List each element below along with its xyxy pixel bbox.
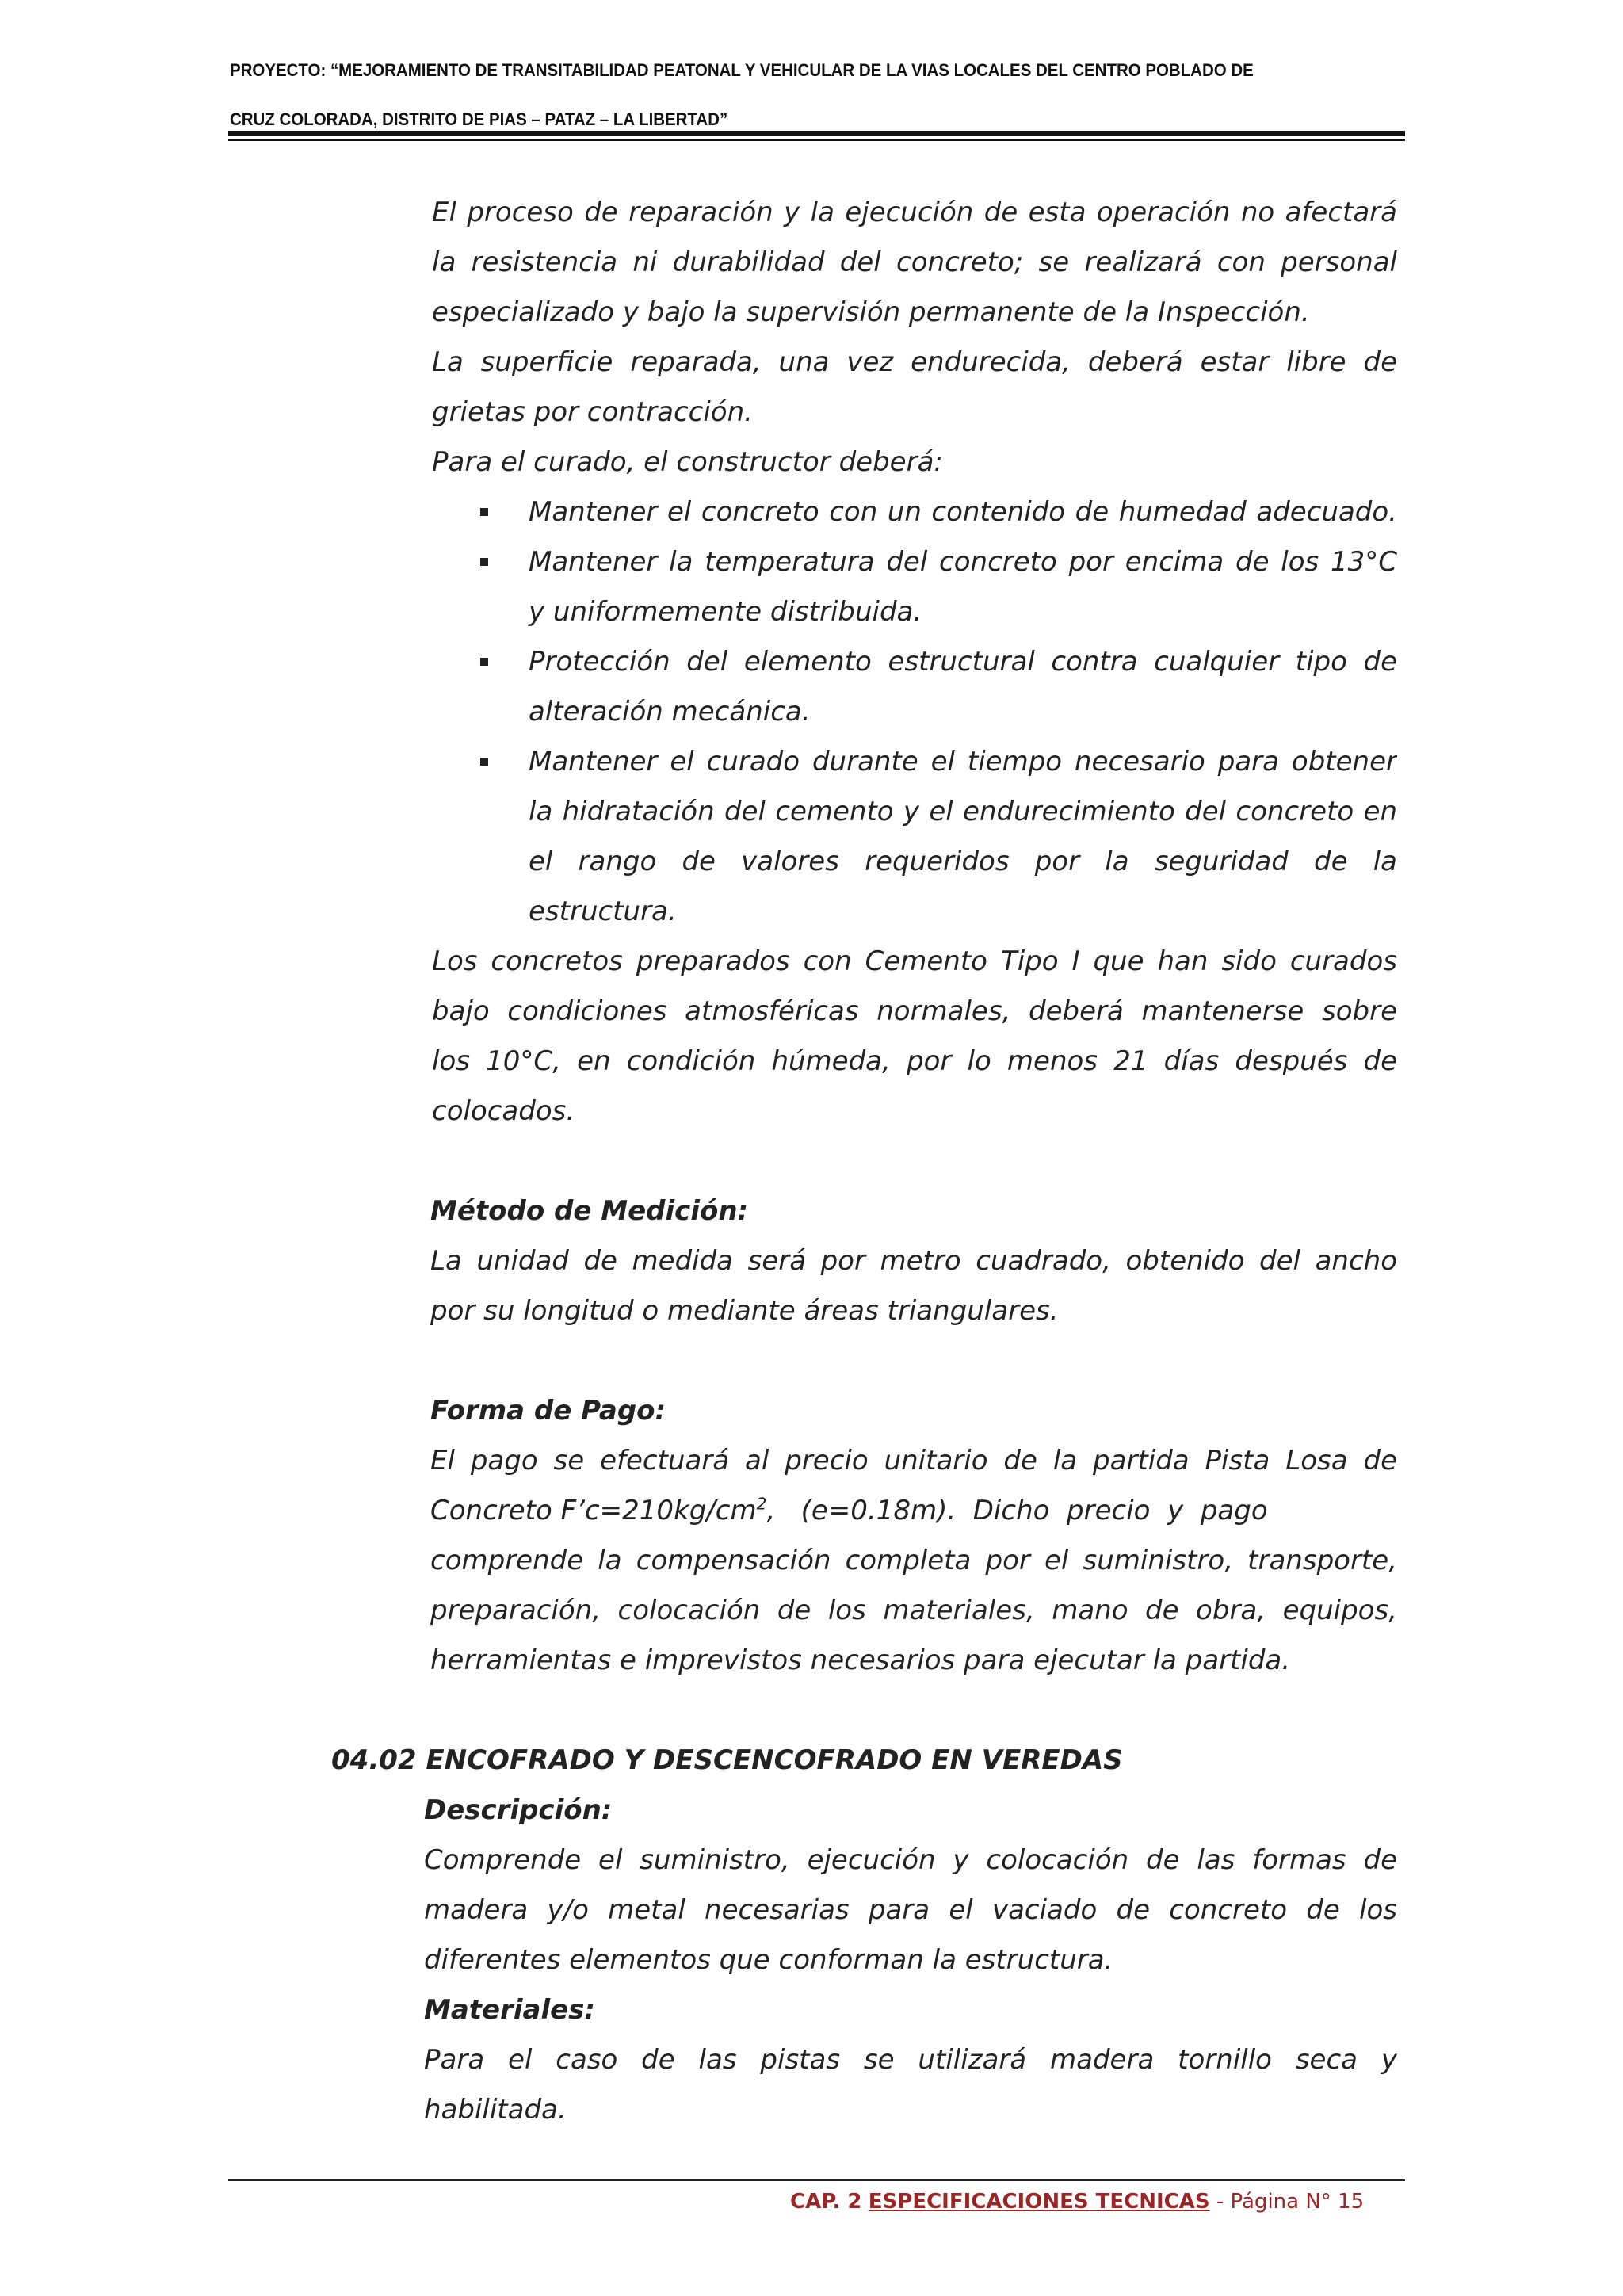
bullet-line: Protección del elemento estructural contra cualquier tipo de: [529, 646, 1397, 678]
paragraph-line: la resistencia ni durabilidad del concreto; se realizará con personal: [432, 246, 1397, 278]
bullet-line: y uniformemente distribuida.: [529, 596, 922, 628]
header-rule-thick: [228, 131, 1405, 136]
paragraph-line: bajo condiciones atmosféricas normales, deberá mantenerse sobre: [432, 995, 1397, 1027]
header-rule-thin: [228, 139, 1405, 141]
paragraph-line: preparación, colocación de los materiales, mano de obra, equipos,: [430, 1595, 1397, 1626]
bullet-line: el rango de valores requeridos por la seguridad de la: [529, 846, 1397, 877]
footer-chapter-link[interactable]: ESPECIFICACIONES TECNICAS: [868, 2190, 1210, 2214]
bullet-icon: [480, 658, 488, 666]
section-subheading-descripcion: Descripción:: [424, 1794, 613, 1826]
bullet-line: estructura.: [529, 896, 677, 927]
paragraph-line: grietas por contracción.: [432, 396, 753, 428]
bullet-line: alteración mecánica.: [529, 696, 811, 728]
paragraph-line: herramientas e imprevistos necesarios para ejecutar la partida.: [430, 1645, 1291, 1676]
superscript: 2: [756, 1494, 767, 1514]
paragraph-line: especializado y bajo la supervisión permanente de la Inspección.: [432, 296, 1310, 328]
paragraph-line: comprende la compensación completa por el suministro, transporte,: [430, 1545, 1397, 1576]
paragraph-line: Para el curado, el constructor deberá:: [432, 446, 943, 478]
footer-chapter: CAP. 2: [790, 2190, 862, 2214]
section-subheading-materiales: Materiales:: [424, 1994, 596, 2026]
paragraph-line: El pago se efectuará al precio unitario de la partida Pista Losa de: [430, 1445, 1397, 1477]
section-heading: 04.02 ENCOFRADO Y DESCENCOFRADO EN VEREDAS: [331, 1744, 1123, 1776]
page-header: [230, 46, 1320, 144]
paragraph-line: El proceso de reparación y la ejecución de esta operación no afectará: [432, 197, 1397, 228]
paragraph-line: los 10°C, en condición húmeda, por lo menos 21 días después de: [432, 1045, 1397, 1077]
paragraph-line: Comprende el suministro, ejecución y colocación de las formas de: [424, 1844, 1397, 1876]
bullet-icon: [480, 558, 488, 566]
footer-page-number: - Página N° 15: [1216, 2190, 1365, 2214]
paragraph-line: Para el caso de las pistas se utilizará madera tornillo seca y: [424, 2044, 1397, 2076]
paragraph-line: madera y/o metal necesarias para el vaciado de concreto de los: [424, 1894, 1397, 1926]
paragraph-line: La unidad de medida será por metro cuadrado, obtenido del ancho: [430, 1245, 1397, 1277]
paragraph-line: colocados.: [432, 1095, 575, 1127]
paragraph-line: diferentes elementos que conforman la estructura.: [424, 1944, 1113, 1976]
section-subheading-metodo: Método de Medición:: [430, 1195, 749, 1227]
bullet-icon: [480, 508, 488, 516]
paragraph-line: Los concretos preparados con Cemento Tipo I que han sido curados: [432, 946, 1397, 977]
bullet-line: la hidratación del cemento y el endurecimiento del concreto en: [529, 796, 1397, 827]
footer-rule: [228, 2179, 1405, 2181]
pago-line2-post: , (e=0.18m). Dicho precio y pago: [766, 1495, 1268, 1526]
bullet-line: Mantener el concreto con un contenido de humedad adecuado.: [529, 496, 1397, 528]
paragraph-line-with-superscript: [430, 1486, 1397, 1536]
paragraph-line: La superficie reparada, una vez endurecida, deberá estar libre de: [432, 346, 1397, 378]
header-line-1: PROYECTO: “MEJORAMIENTO DE TRANSITABILIDAD PEATONAL Y VEHICULAR DE LA VIAS LOCALES DEL CENTRO POBLADO DE: [230, 60, 1254, 80]
header-line-2: CRUZ COLORADA, DISTRITO DE PIAS – PATAZ – LA LIBERTAD”: [230, 109, 728, 129]
bullet-line: Mantener el curado durante el tiempo necesario para obtener: [529, 746, 1397, 777]
bullet-line: Mantener la temperatura del concreto por encima de los 13°C: [529, 546, 1397, 578]
pago-line2-pre: Concreto F’c=210kg/cm: [430, 1495, 757, 1526]
bullet-icon: [480, 758, 488, 766]
page-footer: [790, 2186, 1364, 2218]
section-subheading-pago: Forma de Pago:: [430, 1395, 666, 1427]
paragraph-line: habilitada.: [424, 2094, 567, 2126]
paragraph-line: por su longitud o mediante áreas triangulares.: [430, 1295, 1059, 1327]
